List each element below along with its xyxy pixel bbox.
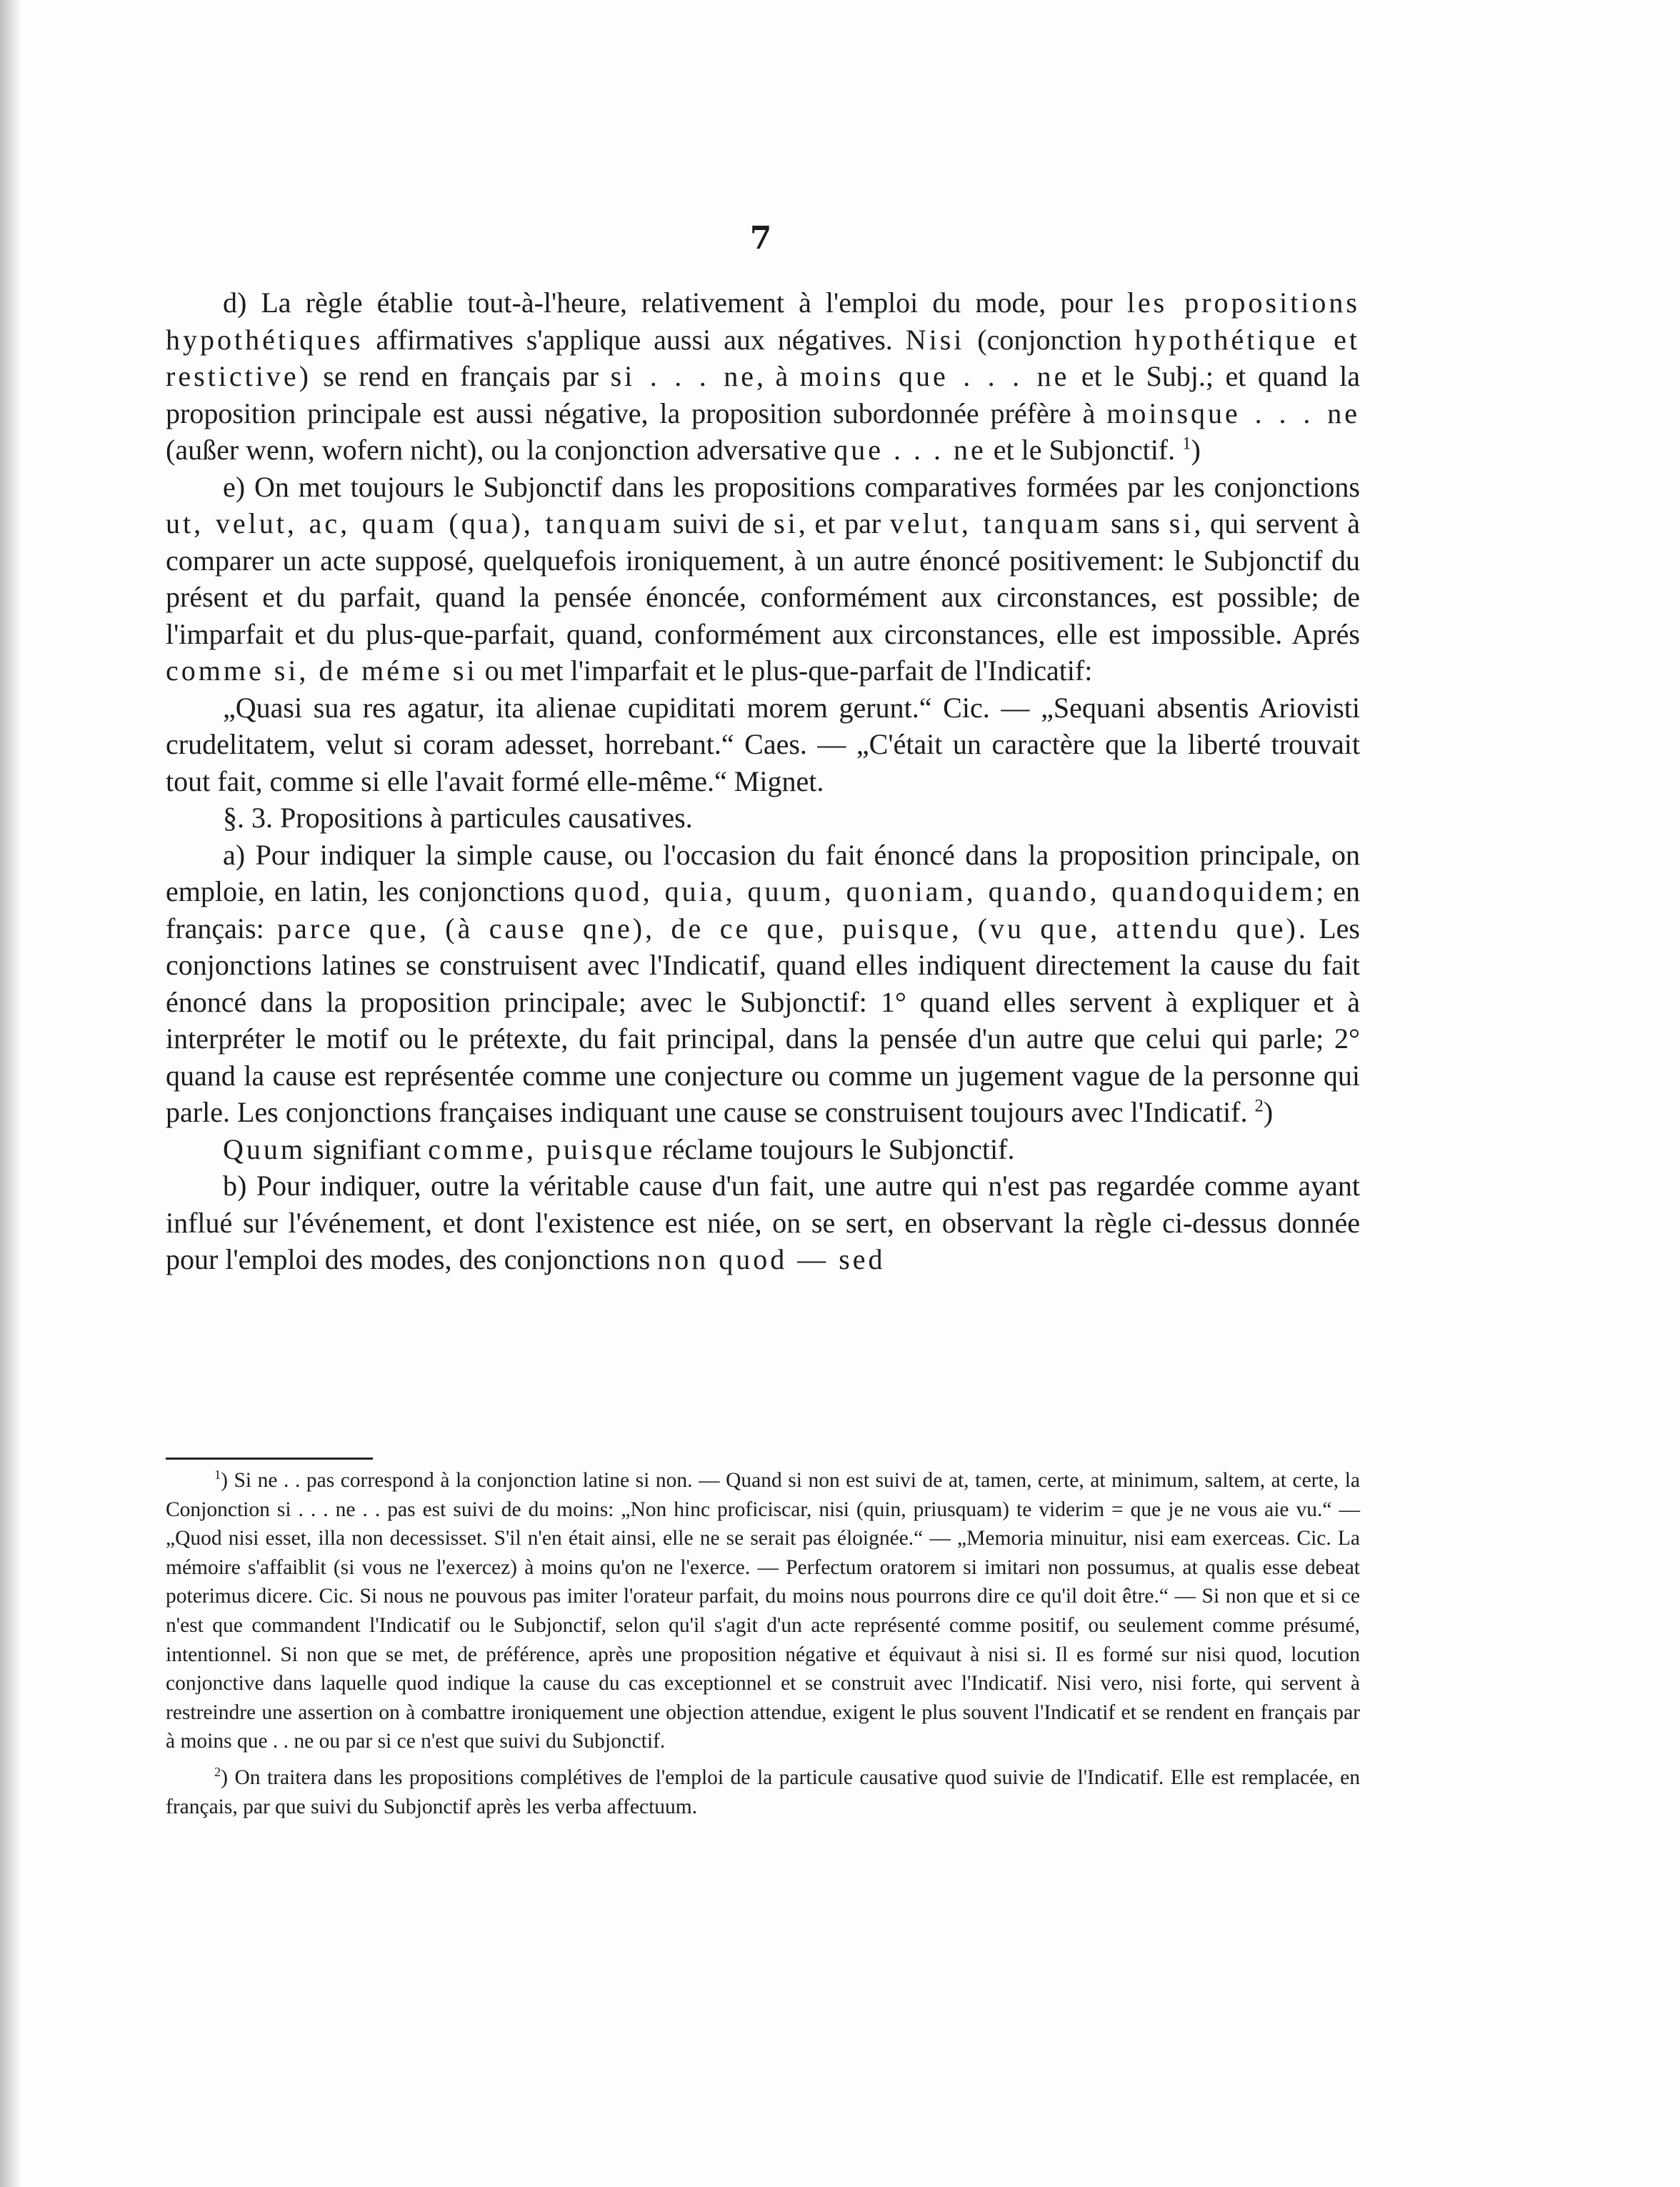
footnote-2: $^2$) On traitera dans les propositions complétives de l'emploi de la particule causative quod suivie de l'Indicatif. Elle est remplacée, en français, par que suivi du Subjonctif après les verba affectuum. <box>166 1765 1360 1818</box>
footnotes <box>166 1466 1360 1821</box>
page-number: 7 <box>749 220 772 256</box>
paragraph-b: b) Pour indiquer, outre la véritable cause d'un fait, une autre qui n'est pas regardée comme ayant influé sur l'événement, et dont l'existence est niée, on se sert, en observant la règle ci-dessus donnée pour l'emploi des modes, des conjonctions non quod — sed <box>166 1170 1360 1275</box>
section-heading: §. 3. Propositions à particules causatives. <box>223 802 693 834</box>
footnote-1: $^1$) Si ne . . pas correspond à la conjonction latine si non. — Quand si non est suivi de at, tamen, certe, at minimum, saltem, at certe, la Conjonction si . . . ne . . pas est suivi de du moins: „Non hinc proficiscar, nisi (quin, priusquam) te viderim = que je ne vous aie vu.“ — „Quod nisi esset, illa non decessisset. S'il n'en était ainsi, elle ne se serait pas éloignée.“ — „Memoria minuitur, nisi eam exerceas. Cic. La mémoire s'affaiblit (si vous ne l'exercez) à moins qu'on ne l'exerce. — Perfectum oratorem si imitari non possumus, at qualis esse debeat poterimus dicere. Cic. Si nous ne pouvous pas imiter l'orateur parfait, du moins nous pourrons dire ce qu'il doit être.“ — Si non que et si ce n'est que commandent l'Indicatif ou le Subjonctif, selon qu'il s'agit d'un acte représenté comme positif, ou seulement comme présumé, intentionnel. Si non que se met, de préférence, après une proposition négative et équivaut à nisi si. Il es formé sur nisi quod, locution conjonctive dans laquelle quod indique la cause du cas exceptionnel et se construit avec l'Indicatif. Nisi vero, nisi forte, qui servent à restreindre une assertion on à combattre ironiquement une objection attendue, exigent le plus souvent l'Indicatif et se rendent en français par à moins que . . ne ou par si ce n'est que suivi du Subjonctif. <box>166 1468 1360 1753</box>
footnote-rule <box>166 1458 373 1460</box>
main-text <box>166 284 1360 1278</box>
footnote-ref-2: 2 <box>1254 1096 1264 1116</box>
paragraph-quum: Quum signifiant comme, puisque réclame toujours le Subjonctif. <box>223 1132 1015 1165</box>
page-edge-shadow <box>0 0 21 2187</box>
paragraph-e: e) On met toujours le Subjonctif dans les propositions comparatives formées par les conjonctions ut, velut, ac, quam (qua), tanquam suivi de si, et par velut, tanquam sans si, qui servent à comparer un acte supposé, quelquefois ironiquement, à un autre énoncé positivement: le Subjonctif du présent et du parfait, quand la pensée énoncée, conformément aux circonstances, est possible; de l'imparfait et du plus-que-parfait, quand, conformément aux circonstances, elle est impossible. Aprés comme si, de méme si ou met l'imparfait et le plus-que-parfait de l'Indicatif: <box>166 470 1361 687</box>
footnote-ref-1: 1 <box>1182 434 1191 454</box>
paragraph-a: a) Pour indiquer la simple cause, ou l'occasion du fait énoncé dans la proposition principale, on emploie, en latin, les conjonctions quod, quia, quum, quoniam, quando, quandoquidem; en français: parce que, (à cause qne), de ce que, puisque, (vu que, attendu que). Les conjonctions latines se construisent avec l'Indicatif, quand elles indiquent directement la cause du fait énoncé dans la proposition principale; avec le Subjonctif: 1° quand elles servent à expliquer et à interpréter le motif ou le prétexte, du fait principal, dans la pensée d'un autre que celui qui parle; 2° quand la cause est représentée comme une conjecture ou comme un jugement vague de la personne qui parle. Les conjonctions françaises indiquant une cause se construisent toujours avec l'Indicatif. $^2$) <box>166 838 1361 1128</box>
paragraph-d: d) La règle établie tout-à-l'heure, relativement à l'emploi du mode, pour les propositions hypothétiques affirmatives s'applique aussi aux négatives. Nisi (conjonction hypothétique et restictive) se rend en français par si . . . ne, à moins que . . . ne et le Subj.; et quand la proposition principale est aussi négative, la proposition subordonnée préfère à moinsque . . . ne (außer wenn, wofern nicht), ou la conjonction adversative que . . . ne et le Subjonctif. $^1$) <box>166 287 1361 466</box>
quotation-examples: „Quasi sua res agatur, ita alienae cupiditati morem gerunt.“ Cic. — „Sequani absentis Ariovisti crudelitatem, velut si coram adesset, horrebant.“ Caes. — „C'était un caractère que la liberté trouvait tout fait, comme si elle l'avait formé elle-même.“ Mignet. <box>166 691 1360 797</box>
